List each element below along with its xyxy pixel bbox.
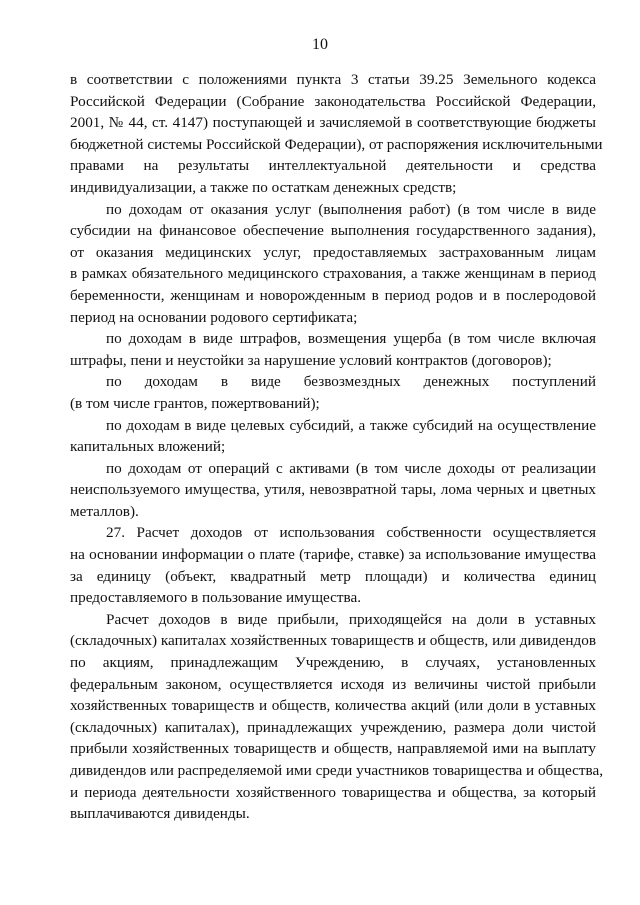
text-line: за единицу (объект, квадратный метр площади) и количества единиц	[70, 567, 596, 585]
text-line: Расчет доходов в виде прибыли, приходящейся на доли в уставных	[106, 610, 596, 628]
text-line: правами на результаты интеллектуальной деятельности и средства	[70, 157, 596, 175]
text-line: (складочных) капиталах), принадлежащих учреждению, размера доли чистой	[70, 718, 596, 736]
text-line: капитальных вложений;	[70, 438, 226, 456]
text-line: субсидии на финансовое обеспечение выполнения государственного задания),	[70, 222, 596, 240]
text-line: 2001, № 44, ст. 4147) поступающей и зачисляемой в соответствующие бюджеты	[70, 114, 596, 132]
text-line: прибыли хозяйственных товариществ и обществ, направляемой ими на выплату	[70, 740, 596, 758]
text-line: федеральным законом, осуществляется исходя из величины чистой прибыли	[70, 675, 596, 693]
text-line: период на основании родового сертификата;	[70, 308, 358, 326]
text-line: штрафы, пени и неустойки за нарушение условий контрактов (договоров);	[70, 351, 552, 369]
text-line: (складочных) капиталах хозяйственных товариществ и обществ, или дивидендов	[70, 632, 596, 650]
text-line: по доходам в виде штрафов, возмещения ущерба (в том числе включая	[106, 330, 596, 348]
text-line: хозяйственных товариществ и обществ, количества акций (или доли в уставных	[70, 697, 596, 715]
text-line: бюджетной системы Российской Федерации), от распоряжения исключительными	[70, 135, 603, 153]
text-line: в рамках обязательного медицинского страхования, а также женщинам в период	[70, 265, 596, 283]
text-line: предоставляемого в пользование имущества.	[70, 589, 362, 607]
page-number: 10	[312, 36, 328, 53]
text-line: по акциям, принадлежащим Учреждению, в случаях, установленных	[70, 654, 596, 672]
text-line: (в том числе грантов, пожертвований);	[70, 394, 320, 412]
text-line: индивидуализации, а также по остаткам денежных средств;	[70, 178, 457, 196]
text-line: и периода деятельности хозяйственного товарищества и общества, за который	[70, 783, 596, 801]
text-line: беременности, женщинам и новорожденным в период родов и в послеродовой	[70, 286, 596, 304]
text-line: дивидендов или распределяемой ими среди участников товарищества и общества,	[70, 762, 603, 779]
text-line: по доходам от оказания услуг (выполнения работ) (в том числе в виде	[106, 200, 596, 218]
text-line: по доходам в виде целевых субсидий, а также субсидий на осуществление	[106, 416, 596, 434]
text-line: в соответствии с положениями пункта 3 статьи 39.25 Земельного кодекса	[70, 71, 596, 88]
text-line: выплачиваются дивиденды.	[70, 805, 250, 823]
text-line: на основании информации о плате (тарифе, ставке) за использование имущества	[70, 546, 596, 564]
text-line: от оказания медицинских услуг, предоставляемых застрахованным лицам	[70, 243, 596, 261]
text-line: по доходам от операций с активами (в том числе доходы от реализации	[106, 459, 596, 477]
text-line: 27. Расчет доходов от использования собственности осуществляется	[106, 524, 596, 542]
text-line: неиспользуемого имущества, утиля, невозвратной тары, лома черных и цветных	[70, 481, 596, 499]
text-line: металлов).	[70, 502, 139, 520]
text-line: Российской Федерации (Собрание законодательства Российской Федерации,	[70, 92, 596, 110]
text-line: по доходам в виде безвозмездных денежных поступлений	[106, 373, 596, 391]
document-body	[70, 69, 603, 825]
